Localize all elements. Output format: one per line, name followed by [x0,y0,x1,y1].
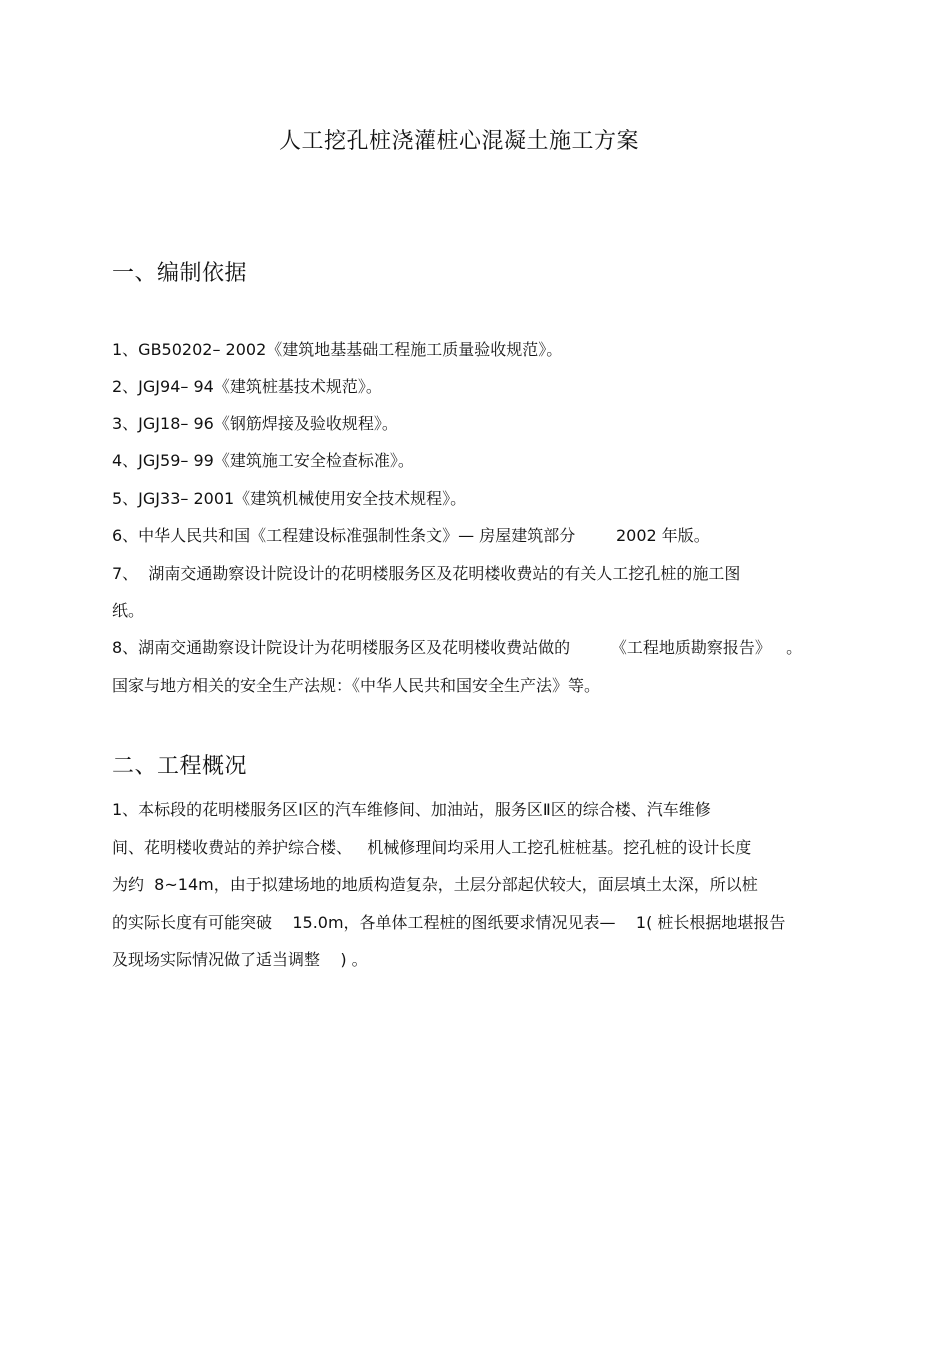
basis-line-7: 7、 湖南交通勘察设计院设计的花明楼服务区及花明楼收费站的有关人工挖孔桩的施工图 [112,564,741,583]
basis-line-8: 8、湖南交通勘察设计院设计为花明楼服务区及花明楼收费站做的 《工程地质勘察报告》 。 [112,638,803,657]
basis-line-9: 国家与地方相关的安全生产法规：《中华人民共和国安全生产法》等。 [112,676,601,695]
section-heading-overview: 二、工程概况 [112,754,248,779]
basis-line-3: 3、JGJ18– 96《钢筋焊接及验收规程》。 [112,414,398,433]
section-heading-basis: 一、编制依据 [112,261,248,286]
basis-line-2: 2、JGJ94– 94《建筑桩基技术规范》。 [112,377,382,396]
basis-line-1: 1、GB50202– 2002《建筑地基基础工程施工质量验收规范》。 [112,340,563,359]
overview-line-4: 的实际长度有可能突破 15.0m，各单体工程桩的图纸要求情况见表— 1( 桩长根据地堪报告 [112,913,786,932]
basis-line-5: 5、JGJ33– 2001《建筑机械使用安全技术规程》。 [112,489,467,508]
basis-line-6: 6、中华人民共和国《工程建设标准强制性条文》— 房屋建筑部分 2002 年版。 [112,526,710,545]
overview-line-5: 及现场实际情况做了适当调整 ) 。 [112,950,368,969]
overview-line-2: 间、花明楼收费站的养护综合楼、 机械修理间均采用人工挖孔桩桩基。挖孔桩的设计长度 [112,838,752,857]
document-title: 人工挖孔桩浇灌桩心混凝土施工方案 [278,129,639,154]
overview-line-1: 1、本标段的花明楼服务区Ⅰ区的汽车维修间、加油站，服务区Ⅱ区的综合楼、汽车维修 [112,800,711,819]
basis-line-4: 4、JGJ59– 99《建筑施工安全检查标准》。 [112,451,414,470]
basis-line-7-cont: 纸。 [112,601,145,620]
overview-line-3: 为约 8~14m，由于拟建场地的地质构造复杂，土层分部起伏较大，面层填土太深，所以桩 [112,875,758,894]
